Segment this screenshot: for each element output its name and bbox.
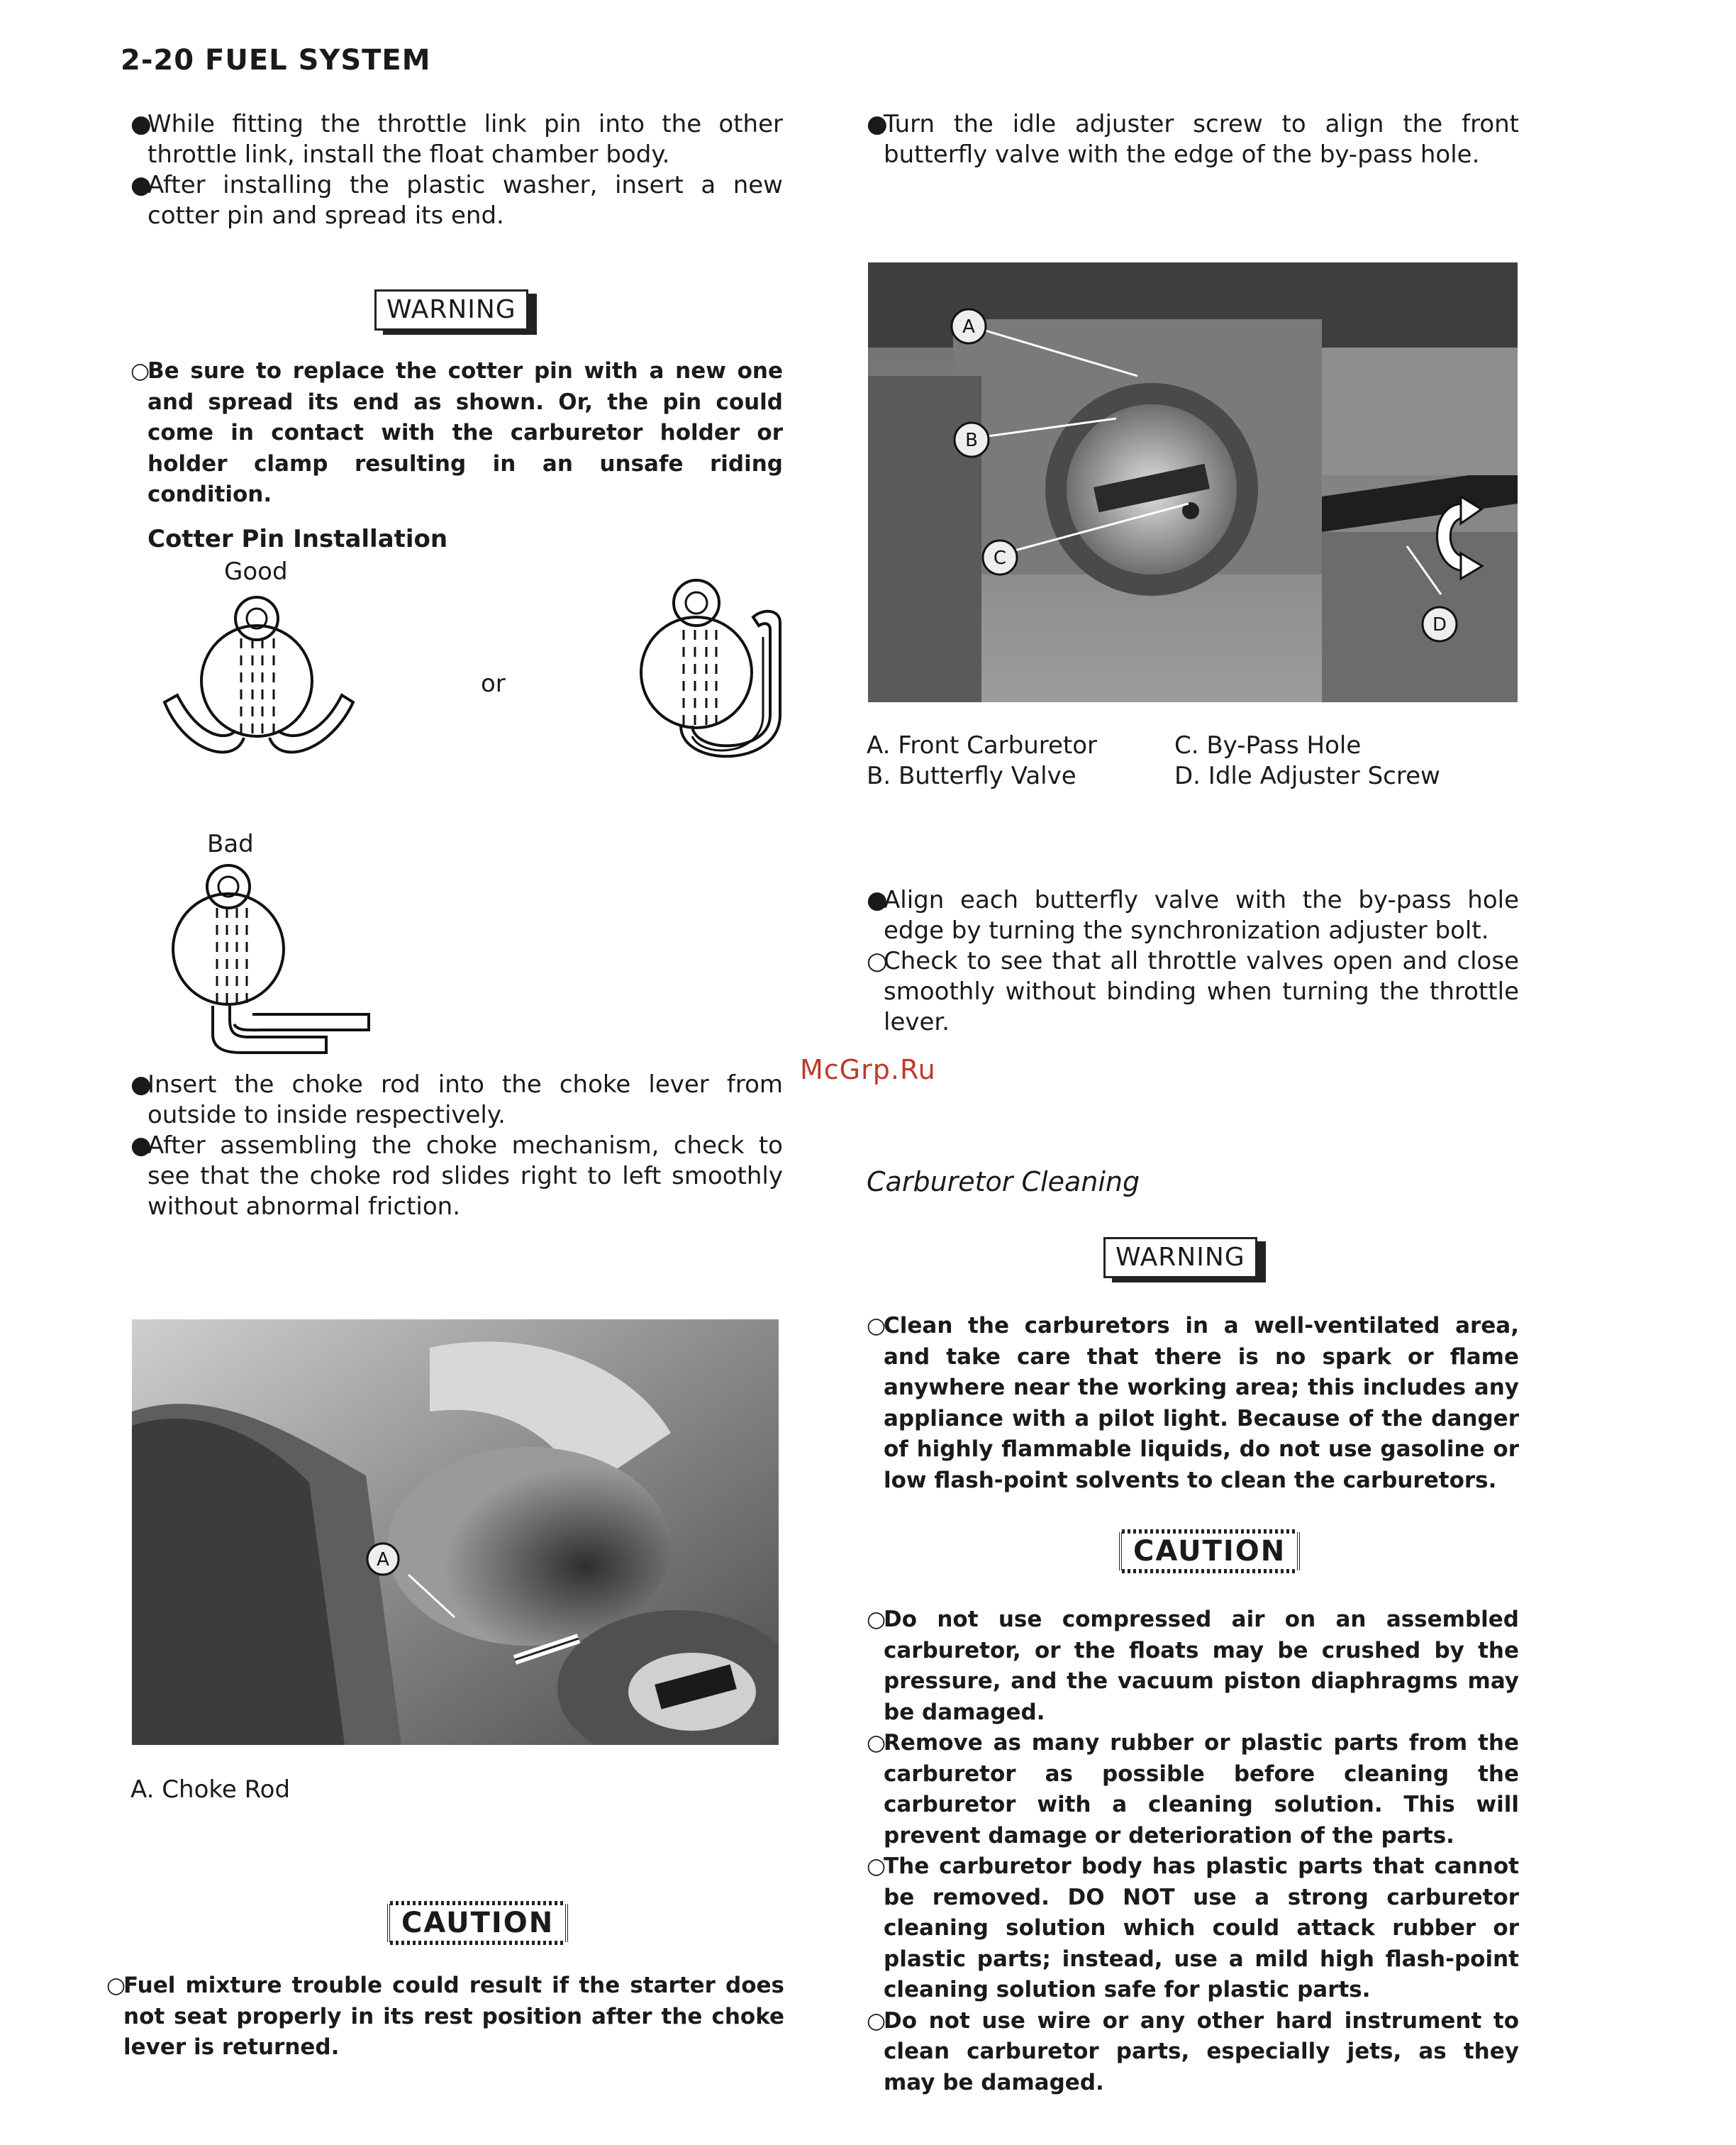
figure-title: Cotter Pin Installation [148, 525, 448, 553]
list-item [867, 946, 1519, 1038]
front-carburetor-photo [868, 262, 1518, 702]
photo-label-a: A [377, 1549, 389, 1570]
item-text: Fuel mixture trouble could result if the starter does not seat properly in its rest position after the choke lever is returned. [123, 1973, 784, 2060]
or-label: or [481, 670, 506, 698]
bullet: ● [130, 1070, 152, 1099]
choke-rod-photo [132, 1319, 779, 1745]
item-text: Turn the idle adjuster screw to align the front butterfly valve with the edge of the by-pass hole. [884, 110, 1519, 169]
list-item [130, 1131, 783, 1222]
bullet: ● [867, 110, 888, 138]
left-warning-list [130, 356, 783, 511]
item-text: Clean the carburetors in a well-ventilated area, and take care that there is no spark or flame anywhere near the working area; this includes any appliance with a pilot light. Because of the danger of highly flammable liquids, do not use gasoline or low flash-point solvents to clean the carburetors. [884, 1313, 1519, 1493]
bullet: ○ [867, 947, 888, 975]
bullet: ○ [867, 2007, 886, 2034]
list-item [867, 1728, 1519, 1851]
photo-label-b: B [965, 430, 978, 451]
item-text: Align each butterfly valve with the by-pass hole edge by turning the synchronization adjuster bolt. [884, 886, 1519, 945]
right-caution-list [867, 1604, 1519, 2098]
choke-rod-caption: A. Choke Rod [130, 1775, 291, 1804]
list-item [867, 109, 1519, 170]
photo-label-c: C [993, 548, 1007, 569]
caption-col-2 [1174, 731, 1486, 792]
left-choke-list [130, 1070, 783, 1222]
list-item [106, 1971, 784, 2063]
bullet: ● [130, 1131, 152, 1160]
list-item [130, 356, 783, 511]
list-item [130, 170, 783, 231]
list-item [867, 2006, 1519, 2099]
cotter-pin-good-bent-diagram [631, 573, 794, 772]
list-item [867, 1851, 1519, 2006]
cotter-pin-bad-diagram [170, 864, 383, 1063]
warning-label-left: WARNING [374, 289, 528, 331]
bullet: ○ [867, 1607, 886, 1632]
item-text: After installing the plastic washer, insert a new cotter pin and spread its end. [148, 171, 783, 230]
watermark: McGrp.Ru [800, 1054, 936, 1085]
item-text: The carburetor body has plastic parts that cannot be removed. DO NOT use a strong carburetor cleaning solution which could attack rubber or plastic parts; instead, use a mild high flash-point cleaning solution safe for plastic parts. [884, 1853, 1519, 2002]
right-intro-list [867, 109, 1519, 170]
left-intro-list [130, 109, 783, 231]
right-sync-list [867, 885, 1519, 1038]
caption-d: D. Idle Adjuster Screw [1174, 762, 1440, 790]
photo-label-a: A [962, 316, 975, 338]
caution-label-right: CAUTION [1119, 1532, 1300, 1570]
warning-label-right: WARNING [1103, 1237, 1257, 1278]
item-text: Be sure to replace the cotter pin with a new one and spread its end as shown. Or, the pin could come in contact with the carburetor holder or holder clamp resulting in an unsafe riding condition. [148, 358, 783, 507]
item-text: Do not use wire or any other hard instrument to clean carburetor parts, especially jets, as they may be damaged. [884, 2007, 1519, 2095]
front-carburetor-photo-image [868, 262, 1518, 702]
good-label: Good [224, 558, 288, 586]
item-text: Check to see that all throttle valves open and close smoothly without binding when turning the throttle lever. [884, 947, 1519, 1036]
bullet: ● [130, 171, 152, 199]
right-warning-list [867, 1311, 1519, 1496]
item-text: Do not use compressed air on an assembled carburetor, or the floats may be crushed by the pressure, and the vacuum piston diaphragms may be damaged. [884, 1607, 1519, 1725]
bullet: ○ [106, 1973, 126, 1998]
list-item [130, 109, 783, 170]
bullet: ○ [130, 358, 150, 384]
bullet: ● [130, 110, 152, 138]
cotter-pin-good-split-diagram [156, 589, 369, 773]
bullet: ○ [867, 1730, 886, 1756]
list-item [867, 1604, 1519, 1728]
list-item [867, 885, 1519, 946]
choke-rod-photo-image [132, 1319, 779, 1745]
bullet: ○ [867, 1853, 886, 1879]
left-caution-list [106, 1971, 784, 2063]
list-item [867, 1311, 1519, 1496]
caption-c: C. By-Pass Hole [1174, 731, 1362, 760]
bullet: ○ [867, 1313, 886, 1338]
list-item [130, 1070, 783, 1131]
photo-label-d: D [1432, 614, 1447, 636]
item-text: Insert the choke rod into the choke lever from outside to inside respectively. [148, 1070, 783, 1129]
caption-col-1 [867, 731, 1164, 792]
caption-a: A. Front Carburetor [867, 731, 1098, 760]
bad-label: Bad [207, 830, 254, 858]
page-title: 2-20 FUEL SYSTEM [121, 44, 431, 77]
caution-label-left: CAUTION [387, 1904, 568, 1942]
item-text: Remove as many rubber or plastic parts from the carburetor as possible before cleaning the carburetor with a cleaning solution. This will prevent damage or deterioration of the parts. [884, 1730, 1519, 1849]
item-text: While fitting the throttle link pin into the other throttle link, install the float chamber body. [148, 110, 783, 169]
caption-b: B. Butterfly Valve [867, 762, 1076, 790]
section-title: Carburetor Cleaning [867, 1166, 1140, 1197]
bullet: ● [867, 886, 888, 914]
item-text: After assembling the choke mechanism, check to see that the choke rod slides right to left smoothly without abnormal friction. [148, 1131, 783, 1221]
